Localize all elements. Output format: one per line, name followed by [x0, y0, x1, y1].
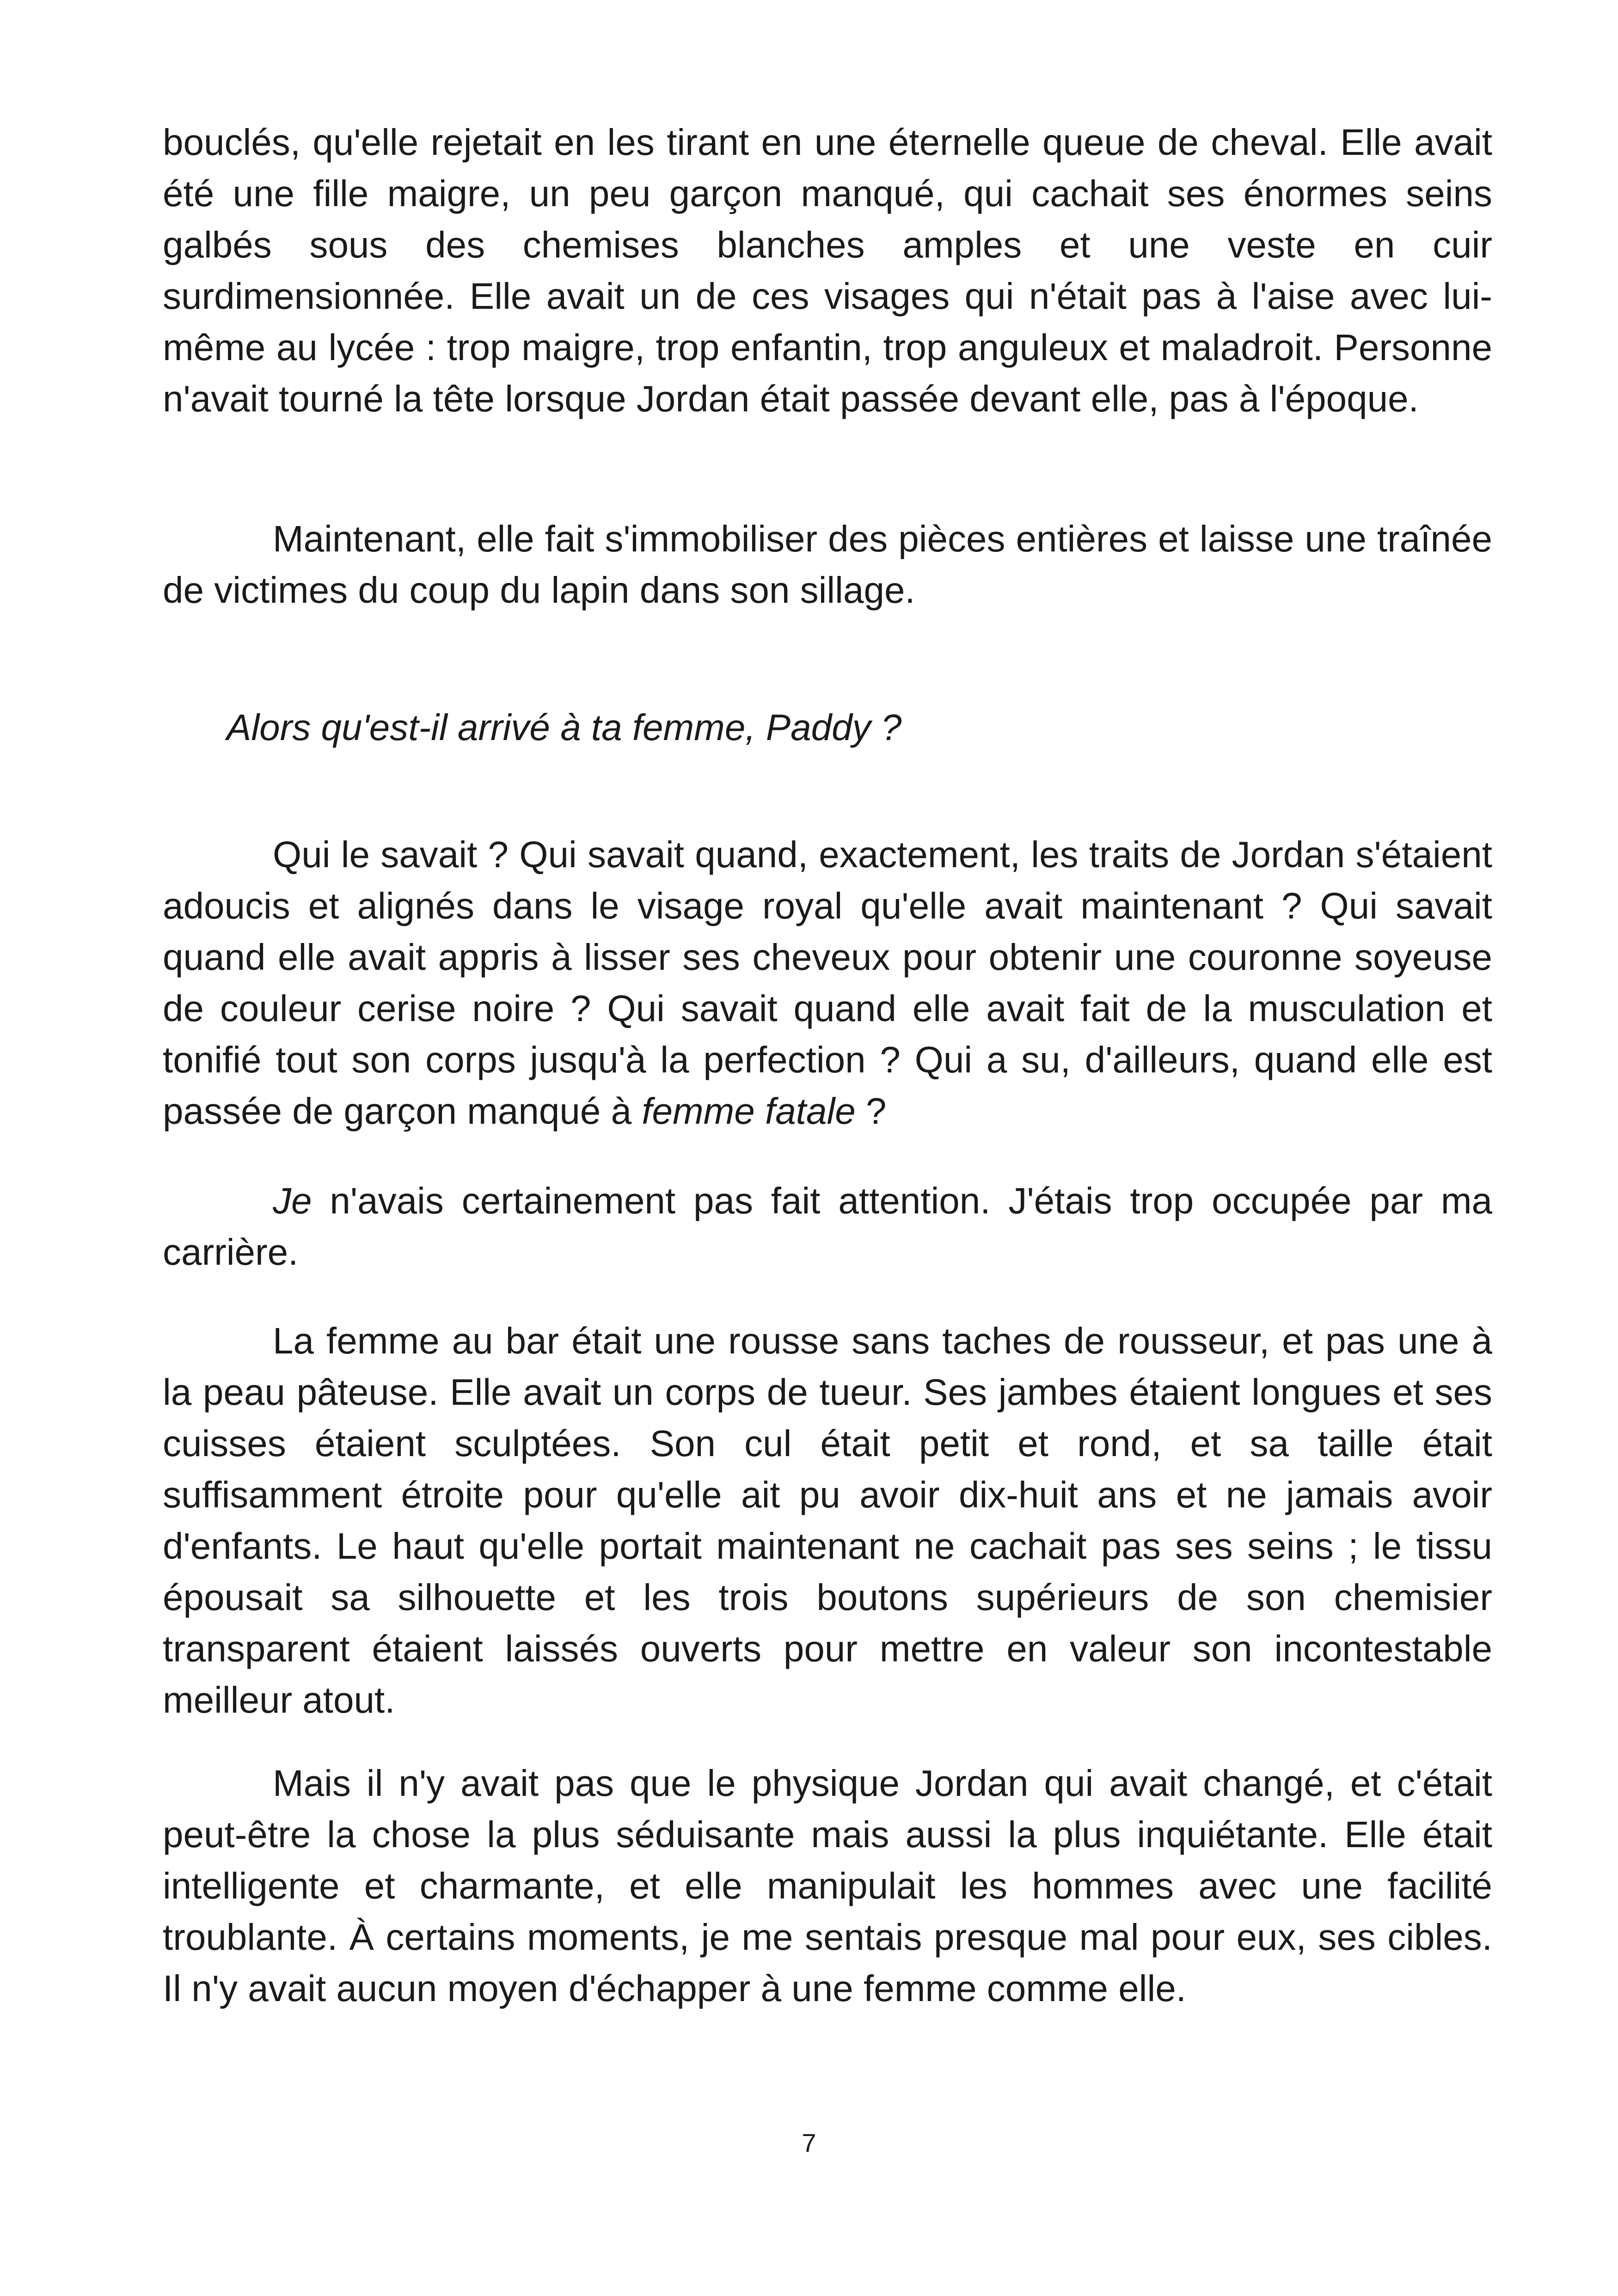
paragraph-2: Maintenant, elle fait s'immobiliser des pièces entières et laisse une traînée de victimes du coup du lapin dans son sillage.: [163, 518, 1492, 611]
paragraph-7: Mais il n'y avait pas que le physique Jordan qui avait changé, et c'était peut-être la chose la plus séduisante mais aussi la plus inquiétante. Elle était intelligente et charmante, et elle manipulait les hommes avec une facilité troublante. À certains moments, je me sentais presque mal pour eux, ses cibles. Il n'y avait aucun moyen d'échapper à une femme comme elle.: [163, 1763, 1492, 2009]
paragraph-7-block: [163, 1757, 1492, 2014]
paragraph-3-block: [163, 702, 1492, 753]
paragraph-6-block: [163, 1315, 1492, 1726]
paragraph-5-italic: Je: [273, 1180, 312, 1221]
paragraph-5: [163, 1175, 1492, 1278]
paragraph-4: [163, 829, 1492, 1137]
paragraph-5-text: n'avais certainement pas fait attention. J'étais trop occupée par ma carrière.: [163, 1180, 1492, 1273]
page-number: 7: [802, 2128, 816, 2157]
paragraph-1-block: [163, 116, 1492, 424]
paragraph-2-block: [163, 513, 1492, 616]
paragraph-5-block: [163, 1175, 1492, 1278]
paragraph-4-text: Qui le savait ? Qui savait quand, exactement, les traits de Jordan s'étaient adoucis et alignés dans le visage royal qu'elle avait maintenant ? Qui savait quand elle avait appris à lisser ses cheveux pour obtenir une couronne soyeuse de couleur cerise noire ? Qui savait quand elle avait fait de la musculation et tonifié tout son corps jusqu'à la perfection ? Qui a su, d'ailleurs, quand elle est passée de garçon manqué à: [163, 834, 1492, 1132]
paragraph-6: La femme au bar était une rousse sans taches de rousseur, et pas une à la peau pâteuse. Elle avait un corps de tueur. Ses jambes étaient longues et ses cuisses étaient sculptées. Son cul était petit et rond, et sa taille était suffisamment étroite pour qu'elle ait pu avoir dix-huit ans et ne jamais avoir d'enfants. Le haut qu'elle portait maintenant ne cachait pas ses seins ; le tissu épousait sa silhouette et les trois boutons supérieurs de son chemisier transparent étaient laissés ouverts pour mettre en valeur son incontestable meilleur atout.: [163, 1320, 1492, 1720]
paragraph-3-italic-line: Alors qu'est-il arrivé à ta femme, Paddy ?: [227, 707, 902, 748]
paragraph-4-italic: femme fatale: [642, 1090, 856, 1132]
paragraph-4-text-end: ?: [855, 1090, 887, 1132]
paragraph-4-block: [163, 829, 1492, 1137]
paragraph-1: bouclés, qu'elle rejetait en les tirant en une éternelle queue de cheval. Elle avait été une fille maigre, un peu garçon manqué, qui cachait ses énormes seins galbés sous des chemises blanches amples et une veste en cuir surdimensionnée. Elle avait un de ces visages qui n'était pas à l'aise avec lui-même au lycée : trop maigre, trop enfantin, trop anguleux et maladroit. Personne n'avait tourné la tête lorsque Jordan était passée devant elle, pas à l'époque.: [163, 122, 1492, 419]
